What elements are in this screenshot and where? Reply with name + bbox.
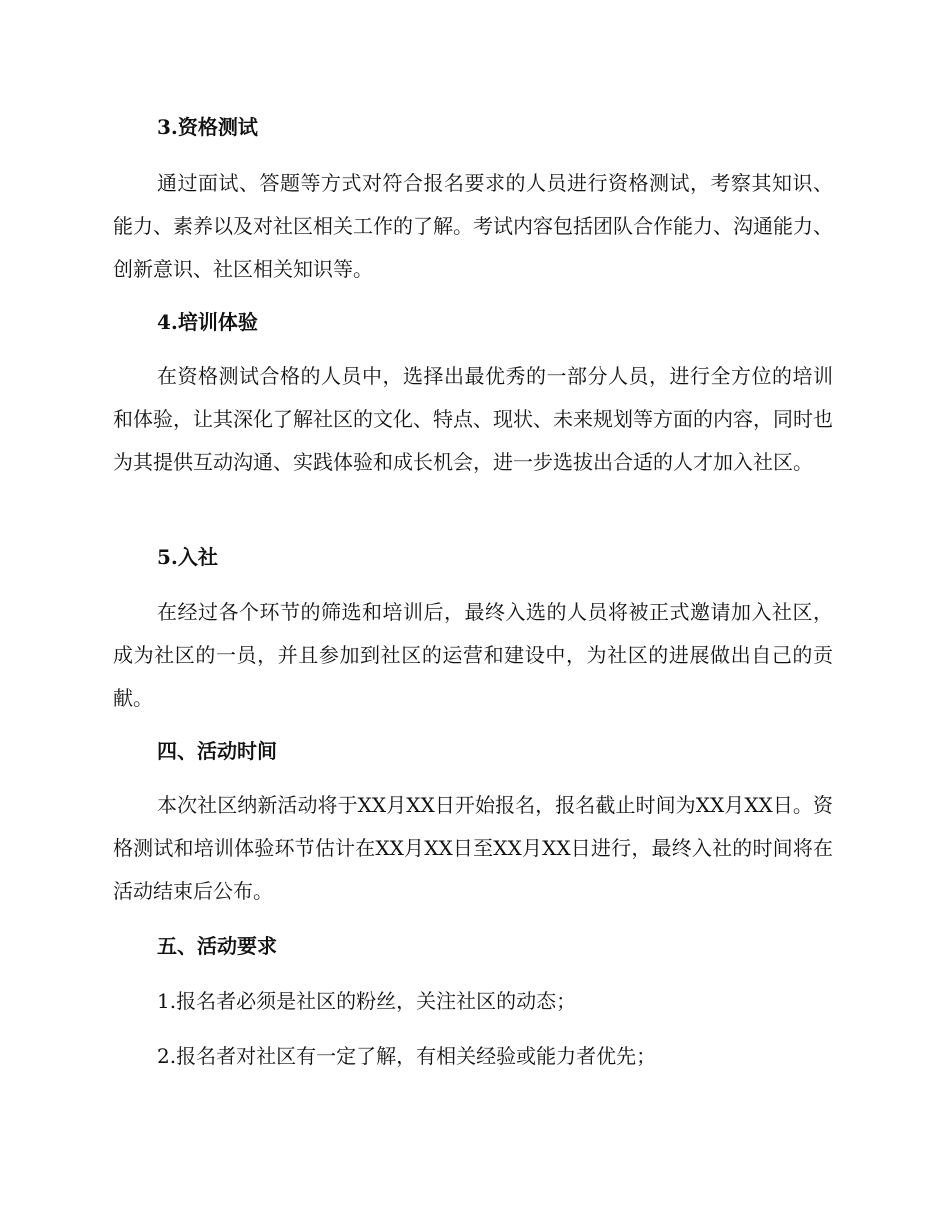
section-paragraph: 在经过各个环节的筛选和培训后，最终入选的人员将被正式邀请加入社区，成为社区的一员，并且参加到社区的运营和建设中，为社区的进展做出自己的贡献。 xyxy=(113,600,833,710)
section-training xyxy=(113,308,833,336)
list-item: 2.报名者对社区有一定了解，有相关经验或能力者优先； xyxy=(157,1044,657,1068)
list-item: 1.报名者必须是社区的粉丝，关注社区的动态； xyxy=(157,989,577,1013)
section-heading: 四、活动时间 xyxy=(157,739,277,763)
requirements-list xyxy=(113,1042,833,1070)
section-heading: 五、活动要求 xyxy=(157,934,277,958)
section-qualification-test xyxy=(113,113,833,141)
section-paragraph: 在资格测试合格的人员中，选择出最优秀的一部分人员，进行全方位的培训和体验，让其深化了解社区的文化、特点、现状、未来规划等方面的内容，同时也为其提供互动沟通、实践体验和成长机会，进一步选拔出合适的人才加入社区。 xyxy=(113,364,833,474)
section-join-body xyxy=(113,591,833,720)
section-training-body xyxy=(113,355,833,484)
section-activity-time-body xyxy=(113,784,833,913)
section-join xyxy=(113,543,833,571)
section-paragraph: 通过面试、答题等方式对符合报名要求的人员进行资格测试，考察其知识、能力、素养以及对社区相关工作的了解。考试内容包括团队合作能力、沟通能力、创新意识、社区相关知识等。 xyxy=(113,171,833,281)
section-paragraph: 本次社区纳新活动将于XX月XX日开始报名，报名截止时间为XX月XX日。资格测试和培训体验环节估计在XX月XX日至XX月XX日进行，最终入社的时间将在活动结束后公布。 xyxy=(113,793,833,903)
section-heading: 5.入社 xyxy=(157,545,218,569)
section-activity-time xyxy=(113,737,833,765)
section-qualification-test-body xyxy=(113,162,833,291)
requirements-list xyxy=(113,987,833,1015)
section-heading: 3.资格测试 xyxy=(157,115,258,139)
section-heading: 4.培训体验 xyxy=(157,310,258,334)
section-activity-requirements xyxy=(113,932,833,960)
